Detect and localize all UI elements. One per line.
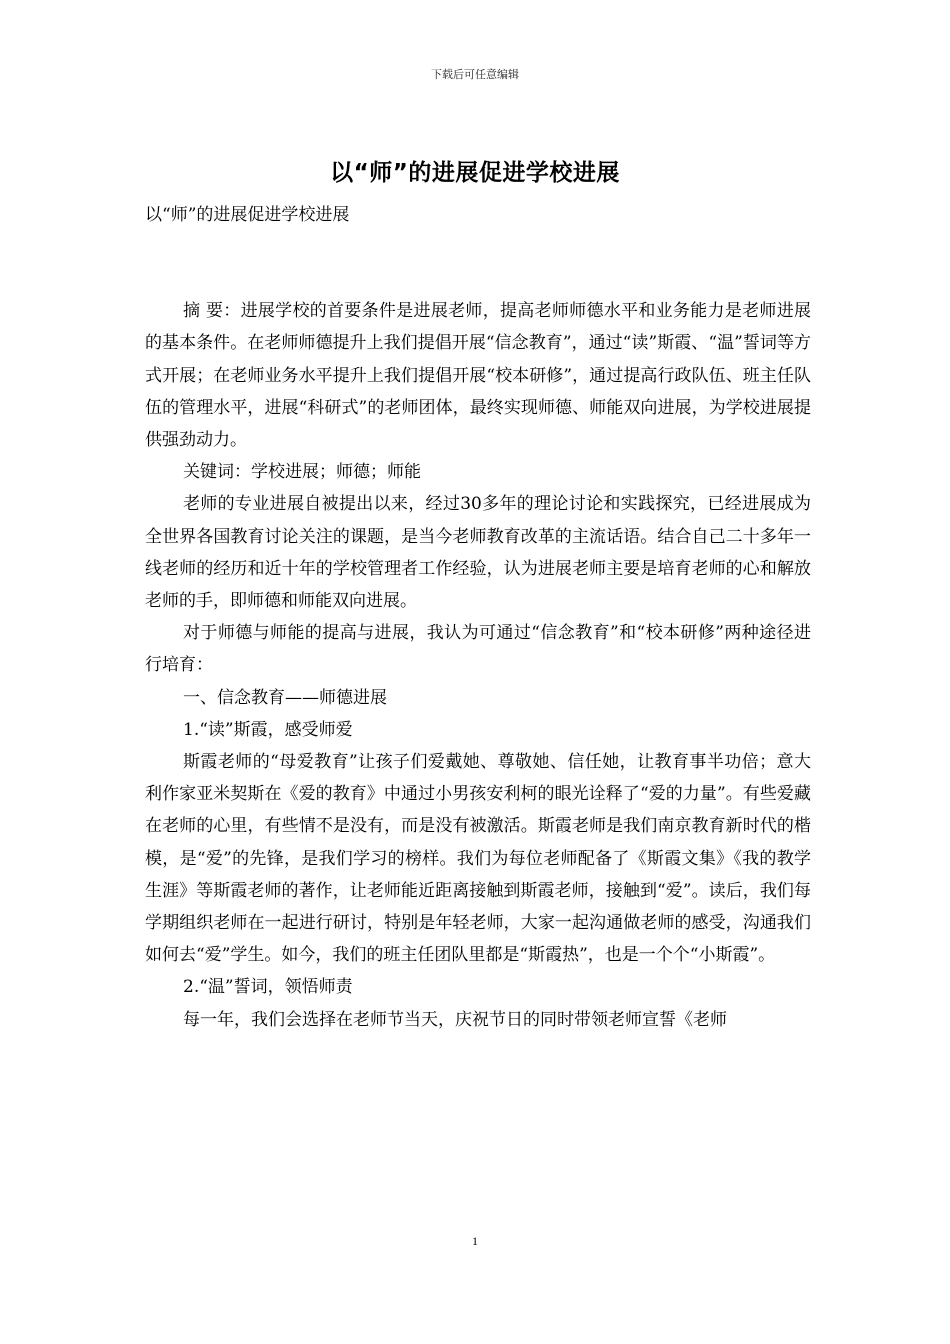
body-paragraph: 老师的专业进展自被提出以来，经过30多年的理论讨论和实践探究，已经进展成为全世界各国教育讨论关注的课题，是当今老师教育改革的主流话语。结合自己二十多年一线老师的经历和近十年的学校管理者工作经验，认为进展老师主要是培育老师的心和解放老师的手，即师德和师能双向进展。: [145, 494, 811, 612]
abstract-paragraph: 摘 要：进展学校的首要条件是进展老师，提高老师师德水平和业务能力是老师进展的基本条件。在老师师德提升上我们提倡开展“信念教育”，通过“读”斯霞、“温”誓词等方式开展；在老师业务水平提升上我们提倡开展“校本研修”，通过提高行政队伍、班主任队伍的管理水平，进展“科研式”的老师团体，最终实现师德、师能双向进展，为学校进展提供强劲动力。: [145, 301, 811, 451]
page-number: 1: [472, 1234, 478, 1248]
subtitle: 以“师”的进展促进学校进展: [145, 205, 350, 225]
page-header: 下载后可任意编辑: [431, 68, 519, 81]
body-paragraph: 斯霞老师的“母爱教育”让孩子们爱戴她、尊敬她、信任她，让教育事半功倍；意大利作家亚米契斯在《爱的教育》中通过小男孩安利柯的眼光诠释了“爱的力量”。有些爱藏在老师的心里，有些情不是没有，而是没有被激活。斯霞老师是我们南京教育新时代的楷模，是“爱”的先锋，是我们学习的榜样。我们为每位老师配备了《斯霞文集》《我的教学生涯》等斯霞老师的著作，让老师能近距离接触到斯霞老师，接触到“爱”。读后，我们每学期组织老师在一起进行研讨，特别是年轻老师，大家一起沟通做老师的感受，沟通我们如何去“爱”学生。如今，我们的班主任团队里都是“斯霞热”，也是一个个“小斯霞”。: [145, 752, 811, 966]
blank-line: [145, 231, 811, 295]
body-paragraph: 每一年，我们会选择在老师节当天，庆祝节日的同时带领老师宣誓《老师: [183, 1009, 727, 1030]
document-body: [145, 199, 811, 1036]
body-paragraph: 对于师德与师能的提高与进展，我认为可通过“信念教育”和“校本研修”两种途径进行培育：: [145, 623, 811, 676]
keywords-paragraph: 关键词：学校进展；师德；师能: [183, 462, 421, 483]
section-heading: 一、信念教育——师德进展: [183, 687, 387, 708]
subsection-heading: 2.“温”誓词，领悟师责: [183, 977, 353, 998]
subsection-heading: 1.“读”斯霞，感受师爱: [183, 719, 353, 740]
document-title: 以“师”的进展促进学校进展: [330, 160, 620, 186]
